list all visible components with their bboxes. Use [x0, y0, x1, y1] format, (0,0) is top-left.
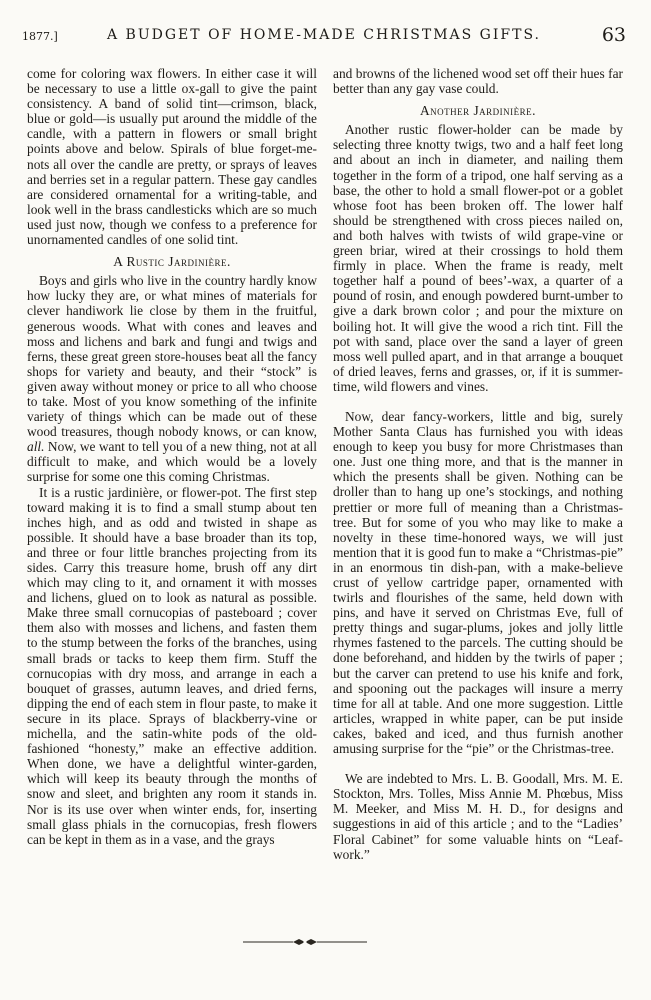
left-paragraph-2: [27, 273, 317, 484]
paragraph-gap: [333, 394, 623, 409]
right-column: [333, 66, 623, 862]
paragraph-gap: [333, 756, 623, 771]
acknowledgements-paragraph: We are indebted to Mrs. L. B. Goodall, Mrs. M. E. Stockton, Mrs. Tolles, Miss Annie M. Phœbus, Miss M. Meeker, and Miss M. H. D., for designs and suggestions in aid of this article ; and to the “Ladies’ Floral Cabinet” for some valuable hints on “Leaf-work.”: [333, 771, 623, 862]
left-paragraph-2-emphasis: all.: [27, 439, 45, 455]
right-paragraph-3: Now, dear fancy-workers, little and big, surely Mother Santa Claus has furnished you with ideas enough to keep you busy for more Christmases than one. Just one thing more, and that is the manner in which the presents shall be given. Nothing can be droller than to hang up one’s stockings, and nothing prettier or more full of meaning than a Christmas-tree. But for some of you who may like to make a novelty in these time-honored ways, we will just mention that it is good fun to make a “Christmas-pie” in an enormous tin dish-pan, with a make-believe crust of yellow cartridge paper, ornamented with twirls and flourishes of the same, held down with pins, and have it served on Christmas Eve, full of pretty things and sugar-plums, jokes and jolly little rhymes fastened to the parcels. The cutting should be done beforehand, and hidden by the twirls of paper ; but the carver can pretend to use his knife and fork, and spooning out the packages will insure a merry time for all at table. And one more suggestion. Little articles, wrapped in white paper, can be put inside cakes, baked and iced, and thus furnish another amusing surprise for the “pie” or the Christmas-tree.: [333, 408, 623, 757]
left-column: [27, 66, 317, 847]
right-paragraph-2: Another rustic flower-holder can be made by selecting three knotty twigs, two and a half feet long and about an inch in diameter, and nailing them together in the form of a tripod, one half serving as a base, the other to hold a small flower-pot or a goblet whose foot has been broken off. The lower half should be strengthened with cross pieces nailed on, and both halves with twists of wild grape-vine or green briar, wired at their crossings to hold them firmly in place. When the frame is ready, melt together half a pound of bees’-wax, a quarter of a pound of rosin, and enough powdered burnt-umber to give a dark brown color ; and pour the mixture on boiling hot. It will give the wood a rich tint. Fill the pot with sand, place over the sand a layer of green moss well pulled apart, and in that arrange a bouquet of dried leaves, ferns and grasses, or, if it is summer-time, wild flowers and vines.: [333, 122, 623, 394]
left-paragraph-1: come for coloring wax flowers. In either case it will be necessary to use a little ox-gall to give the paint consistency. A band of solid tint—crimson, black, blue or gold—is usually put around the middle of the candle, with a pattern in flowers or small bright points above and below. Spirals of blue forget-me-nots all over the candle are pretty, or sprays of leaves and berries set in a regular pattern. These gay candles are considered ornamental for a writing-table, and look well in the brass candlesticks which are so much used just now, though we confess to a preference for unornamented candles of one solid tint.: [27, 66, 317, 248]
page-number: 63: [601, 24, 626, 46]
end-ornament-icon: [235, 936, 375, 948]
running-header: [22, 24, 626, 50]
right-paragraph-1: and browns of the lichened wood set off their hues far better than any gay vase could.: [333, 66, 623, 97]
section-heading-rustic-jardiniere: A Rustic Jardinière.: [113, 254, 231, 270]
left-paragraph-2-part-a: Boys and girls who live in the country hardly know how lucky they are, or what mines of materials for clever handiwork lie close by them in the fruitful, generous woods. What with cones and leaves and moss and lichens and bark and fungi and twigs and ferns, these great green store-houses beat all the fancy shops for variety and beauty, and their “stock” is given away without money or price to all who choose to take. Most of you know something of the infinite variety of things which can be made out of these wood treasures, though nobody knows, or can know,: [27, 273, 317, 440]
left-paragraph-2-part-b: Now, we want to tell you of a new thing, not at all difficult to make, and which would be a lovely surprise for some one this coming Christmas.: [27, 439, 318, 485]
left-paragraph-3: It is a rustic jardinière, or flower-pot. The first step toward making it is to find a small stump about ten inches high, and as odd and twisted in shape as possible. It should have a base broader than its top, and three or four little branches projecting from its sides. Carry this treasure home, brush off any dirt which may cling to it, and ornament it with mosses and lichens, glued on to look as natural as possible. Make three small cornucopias of pasteboard ; cover them also with mosses and lichens, and fasten them to the stump between the forks of the branches, using small brads or tacks to keep them firm. Stuff the cornucopias with dry moss, and arrange in each a bouquet of grasses, autumn leaves, and dried ferns, dipping the end of each stem in flour paste, to make it secure in its place. Sprays of blackberry-vine or michella, and the satin-white pods of the old-fashioned “honesty,” make an effective addition. When done, we have a delightful winter-garden, which will keep its beauty through the months of snow and sleet, and brighten any room it stands in. Nor is its use over when winter ends, for, inserting small glass phials in the cornucopias, fresh flowers can be kept in them as in a vase, and the grays: [27, 484, 317, 847]
header-title: A BUDGET OF HOME-MADE CHRISTMAS GIFTS.: [107, 27, 541, 43]
header-date: 1877.]: [22, 30, 58, 43]
section-heading-another-jardiniere: Another Jardinière.: [419, 103, 537, 119]
